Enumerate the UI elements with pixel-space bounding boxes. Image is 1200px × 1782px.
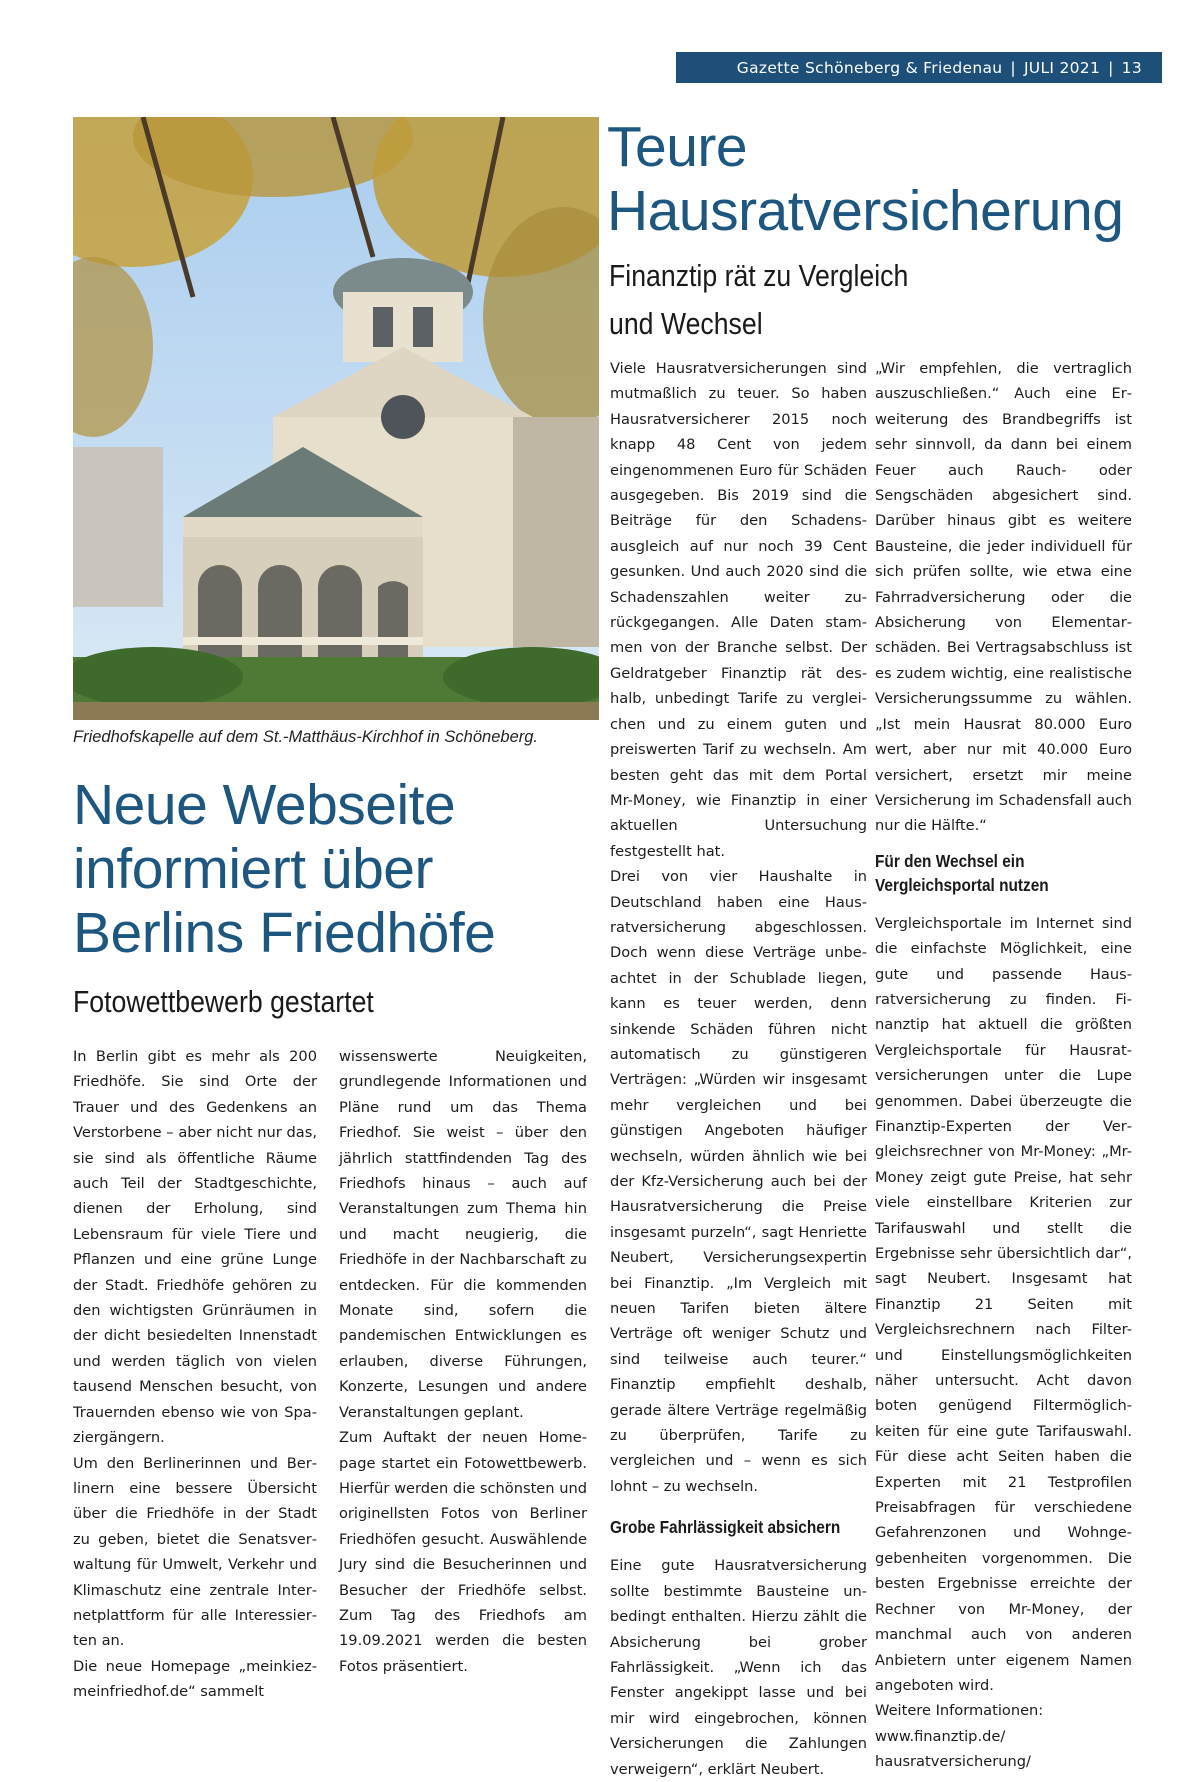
paragraph: Drei von vier Haushalte in Deutschland haben eine Hausratversicherung abgeschlossen. Doch wenn diese Verträge unbeachtet in der Schublade liegen, kann es teuer werden, denn sinkende Schäden führen nicht automatisch zu günstigeren Verträgen: „Würden wir insgesamt mehr vergleichen und bei günstigen Angeboten häufiger wechseln, würden ähnlich wie bei der Kfz-Versicherung auch bei der Hausratversicherung die Preise insgesamt purzeln“, sagt Henriette Neubert, Versicherungsexpertin bei Finanztip. „Im Vergleich mit neuen Tarifen bieten ältere Verträge oft weniger Schutz und sind teilweise auch teurer.“ Finanztip empfiehlt deshalb, gerade ältere Verträge regelmäßig zu überprüfen, Tarife zu vergleichen und – wenn es sich lohnt – zu wechseln. xyxy=(610,868,867,1495)
article-column-friedhoefe-2 xyxy=(339,1044,587,1679)
paragraph: Vergleichsportale im Internet sind die einfachste Möglichkeit, eine gute und passende Hausratversicherung zu finden. Finanztip hat aktuell die größten Vergleichsportale für Hausratversicherungen unter die Lupe genommen. Dabei überzeugte die Finanztip-Experten der Vergleichsrechner von Mr-Money: „Mr-Money zeigt gute Preise, hat sehr viele einstellbare Kriterien zur Tarifauswahl und stellt die Ergebnisse sehr übersichtlich dar“, sagt Neubert. Insgesamt hat Finanztip 21 Seiten mit Vergleichsrechnern nach Filter- und Einstellungsmöglichkeiten näher untersucht. Acht davon boten genügend Filtermöglichkeiten für eine gute Tarifauswahl. Für diese acht Seiten haben die Experten mit 21 Testprofilen Preisabfragen für verschiedene Gefahrenzonen und Wohngegebenheiten vorgenommen. Die besten Ergebnisse erreichte der Rechner von Mr-Money, der manchmal auch von anderen Anbietern unter eigenem Namen angeboten wird. xyxy=(875,914,1132,1694)
publication-name: Gazette Schöneberg & Friedenau xyxy=(736,58,1003,77)
article-subtitle-friedhoefe: Fotowettbewerb gestartet xyxy=(73,984,374,1019)
paragraph: wissenswerte Neuigkeiten, grundlegende Informationen und Pläne rund um das Thema Friedhof. Sie weist – über den jährlich stattfindenden Tag des Friedhofs hinaus – auch auf Veranstaltungen zum Thema hin und macht neugierig, die Friedhöfe in der Nachbarschaft zu entdecken. Für die kommenden Monate sind, sofern die pandemischen Entwicklungen es erlauben, diverse Führungen, Konzerte, Lesungen und andere Veranstaltungen geplant. xyxy=(339,1048,587,1421)
paragraph: Die neue Homepage „meinkiez-meinfriedhof.de“ sammelt xyxy=(73,1657,317,1701)
paragraph: „Wir empfehlen, die vertraglich auszuschließen.“ Auch eine Erweiterung des Brandbegriffs ist sehr sinnvoll, da dann bei einem Feuer auch Rauch- oder Sengschäden abgesichert sind. Darüber hinaus gibt es weitere Bausteine, die jeder individuell für sich prüfen sollte, wie etwa eine Fahrradversicherung oder die Absicherung von Elementarschäden. Bei Vertragsabschluss ist es zudem wichtig, eine realistische Versicherungssumme zu wählen. „Ist mein Hausrat 80.000 Euro wert, aber nur mit 40.000 Euro versichert, ersetzt mir meine Versicherung im Schadensfall auch nur die Hälfte.“ xyxy=(875,360,1132,835)
article-column-friedhoefe-1 xyxy=(73,1044,317,1705)
paragraph: In Berlin gibt es mehr als 200 Friedhöfe. Sie sind Orte der Trauer und des Gedenkens an Verstorbene – aber nicht nur das, sie sind als öffentliche Räume auch Teil der Stadtgeschichte, dienen der Erholung, sind Lebensraum für viele Tiere und Pflanzen und eine grüne Lunge der Stadt. Friedhöfe gehören zu den wichtigsten Grünräumen in der dicht besiedelten Innenstadt und werden täglich von vielen tausend Menschen besucht, von Trauernden ebenso wie von Spaziergängern. xyxy=(73,1048,317,1447)
header-separator: | xyxy=(1010,58,1016,77)
article-column-hausrat-1 xyxy=(610,356,867,1782)
section-heading-grobe-fahrlaessigkeit: Grobe Fahrlässigkeit absichern xyxy=(610,1517,841,1538)
issue-date: JULI 2021 xyxy=(1023,58,1101,77)
header-separator: | xyxy=(1108,58,1114,77)
page-number: 13 xyxy=(1121,58,1142,77)
page-header-bar xyxy=(676,52,1162,83)
article-title-friedhoefe: Neue Webseite informiert über Berlins Friedhöfe xyxy=(73,773,496,965)
photo-caption: Friedhofskapelle auf dem St.-Matthäus-Kirchhof in Schöneberg. xyxy=(73,728,538,746)
info-link[interactable]: www.finanztip.de/ hausratversicherung/ xyxy=(875,1727,1031,1771)
section-heading-vergleichsportal: Für den Wechsel ein Vergleichsportal nutzen xyxy=(875,850,1049,895)
paragraph: Viele Hausratversicherungen sind mutmaßlich zu teuer. So haben Hausratversicherer 2015 noch knapp 48 Cent von jedem eingenommenen Euro für Schäden ausgegeben. Bis 2019 sind die Beiträge für den Schadensausgleich auf nur noch 39 Cent gesunken. Und auch 2020 sind die Schadenszahlen weiter zurückgegangen. Alle Daten stammen von der Branche selbst. Der Geldratgeber Finanztip rät deshalb, unbedingt Tarife zu vergleichen und zu einem guten und preiswerten Tarif zu wechseln. Am besten geht das mit dem Portal Mr-Money, wie Finanztip in einer aktuellen Untersuchung festgestellt hat. xyxy=(610,360,867,860)
paragraph: Um den Berlinerinnen und Berlinern eine bessere Übersicht über die Friedhöfe in der Stadt zu geben, bietet die Senatsverwaltung für Umwelt, Verkehr und Klimaschutz eine zentrale Internetplattform für alle Interessierten an. xyxy=(73,1454,317,1650)
article-subtitle-hausrat xyxy=(609,252,908,348)
paragraph: Eine gute Hausratversicherung sollte bestimmte Bausteine unbedingt enthalten. Hierzu zählt die Absicherung bei grober Fahrlässigkeit. „Wenn ich das Fenster angekippt lasse und bei mir wird eingebrochen, können Versicherungen die Zahlungen verweigern“, erklärt Neubert. xyxy=(610,1557,867,1778)
paragraph: Weitere Informationen: xyxy=(875,1702,1044,1720)
article-title-hausrat: Teure Hausratversicherung xyxy=(607,115,1124,243)
paragraph: Zum Auftakt der neuen Homepage startet ein Fotowettbewerb. Hierfür werden die schönsten und originellsten Fotos von Berliner Friedhöfen gesucht. Auswählende Jury sind die Besucherinnen und Besucher der Friedhöfe selbst. Zum Tag des Friedhofs am 19.09.2021 werden die besten Fotos präsentiert. xyxy=(339,1429,587,1675)
chapel-photo xyxy=(73,117,599,720)
subtitle-line: Finanztip rät zu Vergleich xyxy=(609,258,909,293)
article-column-hausrat-2 xyxy=(875,356,1132,1775)
subtitle-line: und Wechsel xyxy=(609,306,763,341)
chapel-illustration xyxy=(73,117,599,720)
